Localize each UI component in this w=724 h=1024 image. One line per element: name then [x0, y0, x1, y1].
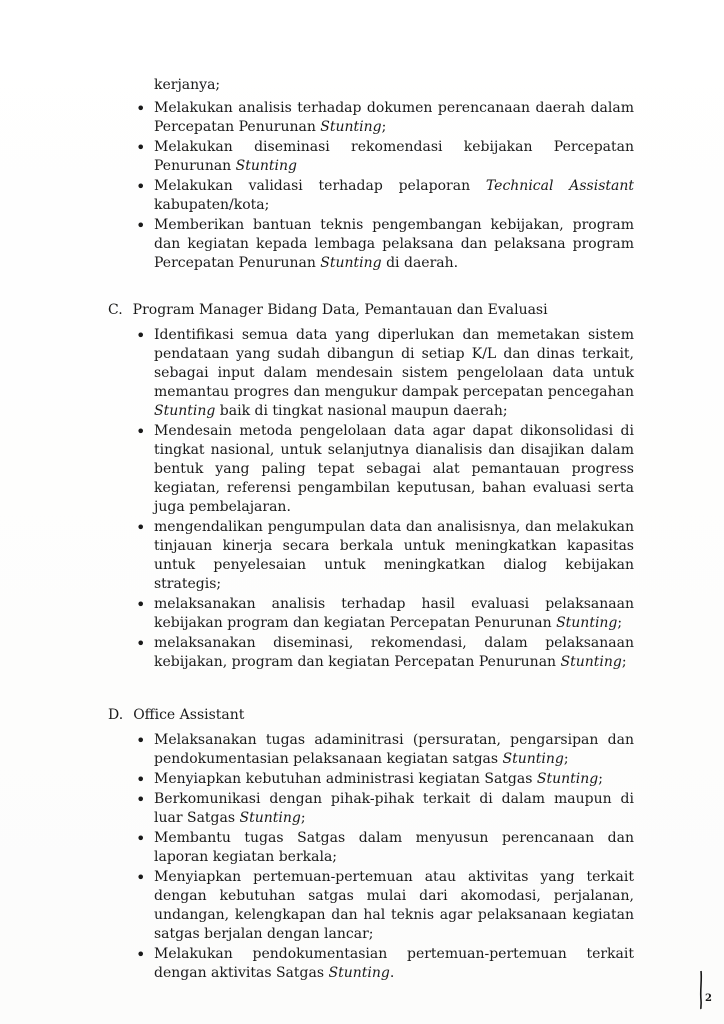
list-item: • melaksanakan diseminasi, rekomendasi, dalam pelaksanaan kebijakan, program dan kegiatan Percepatan Penurunan Stunting; [136, 634, 634, 670]
section-c [108, 301, 634, 672]
bullet-icon: • [136, 422, 146, 441]
section-letter: D. [108, 707, 124, 723]
section-c-bullet-list [108, 326, 634, 672]
bullet-icon: • [136, 790, 146, 809]
bullet-icon: • [136, 829, 146, 848]
list-item: • Identifikasi semua data yang diperlukan dan memetakan sistem pendataan yang sudah dibangun di setiap K/L dan dinas terkait, sebagai input dalam mendesain sistem pengelolaan data untuk memantau progres dan mengukur dampak percepatan pencegahan Stunting baik di tingkat nasional maupun daerah; [136, 326, 634, 419]
bullet-icon: • [136, 770, 146, 789]
list-item: • Melakukan diseminasi rekomendasi kebijakan Percepatan Penurunan Stunting [136, 138, 634, 174]
paraf-initial-icon [699, 970, 703, 1010]
list-item: • Berkomunikasi dengan pihak-pihak terkait di dalam maupun di luar Satgas Stunting; [136, 790, 634, 826]
section-d [108, 706, 634, 983]
list-item: • Mendesain metoda pengelolaan data agar dapat dikonsolidasi di tingkat nasional, untuk selanjutnya dianalisis dan disajikan dalam bentuk yang paling tepat sebagai alat pemantauan progress kegiatan, referensi pengambilan keputusan, bahan evaluasi serta juga pembelajaran. [136, 422, 634, 515]
bullet-icon: • [136, 177, 146, 196]
list-item: • mengendalikan pengumpulan data dan analisisnya, dan melakukan tinjauan kinerja secara berkala untuk meningkatkan kapasitas untuk penyelesaian untuk meningkatkan dialog kebijakan strategis; [136, 518, 634, 592]
top-bullet-list [108, 99, 634, 273]
bullet-icon: • [136, 634, 146, 653]
bullet-icon: • [136, 731, 146, 750]
section-title: Program Manager Bidang Data, Pemantauan dan Evaluasi [132, 302, 548, 318]
list-item: • Melakukan analisis terhadap dokumen perencanaan daerah dalam Percepatan Penurunan Stunting; [136, 99, 634, 135]
bullet-icon: • [136, 138, 146, 157]
bullet-icon: • [136, 945, 146, 964]
list-item: • Melakukan validasi terhadap pelaporan Technical Assistant kabupaten/kota; [136, 177, 635, 213]
list-item: • melaksanakan analisis terhadap hasil evaluasi pelaksanaan kebijakan program dan kegiatan Percepatan Penurunan Stunting; [136, 595, 634, 631]
bullet-icon: • [136, 326, 146, 345]
section-d-bullet-list [108, 731, 634, 983]
section-title: Office Assistant [133, 707, 245, 723]
bullet-icon: • [136, 216, 146, 235]
list-item: • Membantu tugas Satgas dalam menyusun perencanaan dan laporan kegiatan berkala; [136, 829, 634, 865]
bullet-icon: • [136, 99, 146, 118]
bullet-icon: • [136, 868, 146, 887]
page-mark [699, 970, 712, 1010]
section-letter: C. [108, 302, 123, 318]
page-number: 2 [705, 993, 712, 1004]
continuation-text: kerjanya; [154, 77, 221, 93]
section-heading [108, 706, 634, 725]
list-item: • Memberikan bantuan teknis pengembangan kebijakan, program dan kegiatan kepada lembaga pelaksana dan pelaksana program Percepatan Penurunan Stunting di daerah. [136, 216, 634, 271]
section-heading [108, 301, 634, 320]
list-item: • Melakukan pendokumentasian pertemuan-pertemuan terkait dengan aktivitas Satgas Stunting. [136, 945, 634, 981]
list-item: • Melaksanakan tugas adaminitrasi (persuratan, pengarsipan dan pendokumentasian pelaksanaan kegiatan satgas Stunting; [136, 731, 634, 767]
list-item: • Menyiapkan pertemuan-pertemuan atau aktivitas yang terkait dengan kebutuhan satgas mulai dari akomodasi, perjalanan, undangan, kelengkapan dan hal teknis agar pelaksanaan kegiatan satgas berjalan dengan lancar; [136, 868, 634, 942]
bullet-icon: • [136, 518, 146, 537]
list-item: • Menyiapkan kebutuhan administrasi kegiatan Satgas Stunting; [136, 770, 603, 789]
bullet-icon: • [136, 595, 146, 614]
